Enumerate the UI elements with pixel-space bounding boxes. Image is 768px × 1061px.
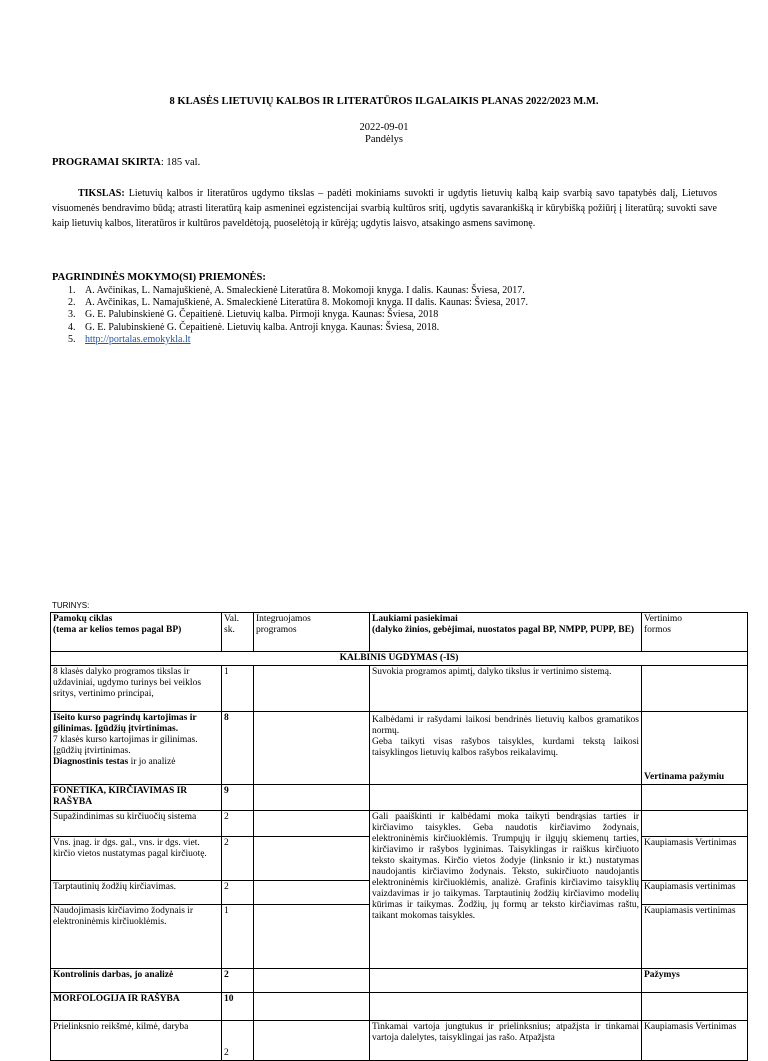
cycle-cell: Naudojimasis kirčiavimo žodynais ir elektroninėmis kirčiuoklėmis.	[51, 905, 222, 969]
expected-cell: Suvokia programos apimtį, dalyko tikslus ir vertinimo sistemą.	[370, 666, 642, 712]
cycle-cell: Kontrolinis darbas, jo analizė	[51, 969, 222, 993]
table-row	[51, 1021, 748, 1061]
table-row	[51, 712, 748, 785]
portal-link[interactable]: http://portalas.emokykla.lt	[85, 333, 191, 345]
hours-cell: 9	[222, 785, 254, 811]
goal-text: Lietuvių kalbos ir literatūros ugdymo tikslas – padėti mokiniams suvokti ir ugdytis lietuvių kalbą kaip svarbią savo tapatybės dalį, Lietuvos visuomenės bendravimo būdą; atrasti literatūrą kaip asmeninei egzistencijai svarbią kultūros sritį, ugdytis savarankišką ir kūrybišką požiūrį į literatūrą; suvokti save kaip lietuvių kalbos, literatūros ir kultūros paveldėtoją, puoselėtoją ir kūrėją; ugdytis laisvo, atsakingo asmens savimonę.	[52, 188, 717, 229]
cycle-cell: FONETIKA, KIRČIAVIMAS IR RAŠYBA	[51, 785, 222, 811]
integrated-cell	[254, 785, 370, 811]
table-row	[51, 811, 748, 837]
integrated-cell	[254, 837, 370, 881]
cycle-cell: MORFOLOGIJA IR RAŠYBA	[51, 993, 222, 1021]
resources-list	[68, 285, 528, 346]
hours-cell: 2	[222, 811, 254, 837]
cycle-cell: Vns. įnag. ir dgs. gal., vns. ir dgs. viet. kirčio vietos nustatymas pagal kirčiuotę.	[51, 837, 222, 881]
cycle-cell: Prielinksnio reikšmė, kilmė, daryba	[51, 1021, 222, 1061]
assessment-cell: Kaupiamasis vertinimas	[642, 905, 748, 969]
hours-cell: 10	[222, 993, 254, 1021]
assessment-cell	[642, 785, 748, 811]
document-date: 2022-09-01	[359, 122, 409, 133]
table-header-row	[51, 613, 748, 652]
hours-cell: 2	[222, 881, 254, 905]
assessment-cell	[642, 666, 748, 712]
hours-cell: 2	[222, 1021, 254, 1061]
expected-cell: Tinkamai vartoja jungtukus ir prielinksnius; atpažįsta ir tinkamai vartoja dalelytes, taisyklingai jas rašo. Atpažįsta	[370, 1021, 642, 1061]
program-value: : 185 val.	[160, 157, 201, 168]
assessment-cell: Vertinama pažymiu	[642, 712, 748, 785]
section-title: KALBINIS UGDYMAS (-IS)	[51, 652, 748, 666]
hours-cell: 8	[222, 712, 254, 785]
integrated-cell	[254, 712, 370, 785]
plan-table	[50, 612, 747, 1061]
integrated-cell	[254, 811, 370, 837]
expected-cell	[370, 785, 642, 811]
assessment-cell: Kaupiamasis Vertinimas	[642, 837, 748, 881]
assessment-cell: Kaupiamasis Vertinimas	[642, 1021, 748, 1061]
header-assessment: Vertinimo formos	[642, 613, 748, 652]
resources-heading: PAGRINDINĖS MOKYMO(SI) PRIEMONĖS:	[52, 272, 266, 283]
table-row	[51, 666, 748, 712]
hours-cell: 1	[222, 905, 254, 969]
cycle-cell: Supažindinimas su kirčiuočių sistema	[51, 811, 222, 837]
resource-item: 2. A. Avčinikas, L. Namajuškienė, A. Smaleckienė Literatūra 8. Mokomoji knyga. II dalis. Kaunas: Šviesa, 2017.	[68, 297, 529, 309]
document-place: Pandėlys	[365, 134, 403, 145]
expected-cell	[370, 993, 642, 1021]
assessment-cell: Kaupiamasis vertinimas	[642, 881, 748, 905]
table-row	[51, 969, 748, 993]
cycle-cell: 8 klasės dalyko programos tikslas ir uždaviniai, ugdymo turinys bei veiklos sritys, vertinimo principai,	[51, 666, 222, 712]
expected-cell: Gali paaiškinti ir kalbėdami moka taikyti bendrąsias tarties ir kirčiavimo taisykles. Geba naudotis kirčiavimo žodynais, elektroninėmis kirčiuoklėmis. Trumpųjų ir ilgųjų skiemenų tarties, kirčiavimo ir rašybos lyginimas. Taisyklingas ir raiškus kirčiuoto teksto skaitymas. Kirčio vietos žodyje (linksnio ir kt.) nustatymas naudojantis kirčiavimo žodynais. Teksto, sukirčiuoto naudojantis elektroninėmis kirčiuoklėmis, analizė. Grafinis kirčiavimo taisyklių vaizdavimas ir jo taikymas. Tarptautinių žodžių kirčiavimo modelių kūrimas ir taikymas. Žodžių, jų formų ar teksto kirčiavimas raštu, taikant mokomas taisykles.	[370, 811, 642, 969]
resource-item: 3. G. E. Palubinskienė G. Čepaitienė. Lietuvių kalba. Pirmoji knyga. Kaunas: Šviesa, 2018	[68, 309, 439, 321]
integrated-cell	[254, 1021, 370, 1061]
goal-paragraph	[52, 186, 717, 231]
document-title: 8 KLASĖS LIETUVIŲ KALBOS IR LITERATŪROS ILGALAIKIS PLANAS 2022/2023 M.M.	[169, 96, 599, 107]
header-cycle: Pamokų ciklas (tema ar kelios temos pagal BP)	[51, 613, 222, 652]
hours-cell: 1	[222, 666, 254, 712]
expected-cell	[370, 969, 642, 993]
resource-item: 1. A. Avčinikas, L. Namajuškienė, A. Smaleckienė Literatūra 8. Mokomoji knyga. I dalis. Kaunas: Šviesa, 2017.	[68, 285, 525, 296]
cycle-cell: Išeito kurso pagrindų kartojimas ir gilinimas. Įgūdžių įtvirtinimas. 7 klasės kurso kartojimas ir gilinimas. Įgūdžių įtvirtinimas. Diagnostinis testas ir jo analizė	[51, 712, 222, 785]
document-date-place	[0, 122, 768, 146]
integrated-cell	[254, 881, 370, 905]
cycle-cell: Tarptautinių žodžių kirčiavimas.	[51, 881, 222, 905]
integrated-cell	[254, 666, 370, 712]
goal-label: TIKSLAS:	[78, 188, 125, 199]
hours-cell: 2	[222, 837, 254, 881]
integrated-cell	[254, 993, 370, 1021]
resource-item: 5. http://portalas.emokykla.lt	[68, 333, 191, 345]
table-row	[51, 785, 748, 811]
section-row	[51, 652, 748, 666]
assessment-cell	[642, 993, 748, 1021]
header-integrated: Integruojamos programos	[254, 613, 370, 652]
integrated-cell	[254, 969, 370, 993]
header-hours: Val. sk.	[222, 613, 254, 652]
hours-cell: 2	[222, 969, 254, 993]
integrated-cell	[254, 905, 370, 969]
assessment-cell	[642, 811, 748, 837]
expected-cell: Kalbėdami ir rašydami laikosi bendrinės lietuvių kalbos gramatikos normų. Geba taikyti visas rašybos taisykles, kurdami tekstą laikosi taisyklingos lietuvių kalbos rašybos reikalavimų.	[370, 712, 642, 785]
header-expected: Laukiami pasiekimai (dalyko žinios, gebėjimai, nuostatos pagal BP, NMPP, PUPP, BE)	[370, 613, 642, 652]
table-row	[51, 993, 748, 1021]
contents-label: TURINYS:	[52, 601, 90, 610]
program-hours	[52, 157, 200, 168]
assessment-cell: Pažymys	[642, 969, 748, 993]
resource-item: 4. G. E. Palubinskienė G. Čepaitienė. Lietuvių kalba. Antroji knyga. Kaunas: Šviesa, 2018.	[68, 321, 440, 333]
program-label: PROGRAMAI SKIRTA	[52, 157, 161, 168]
